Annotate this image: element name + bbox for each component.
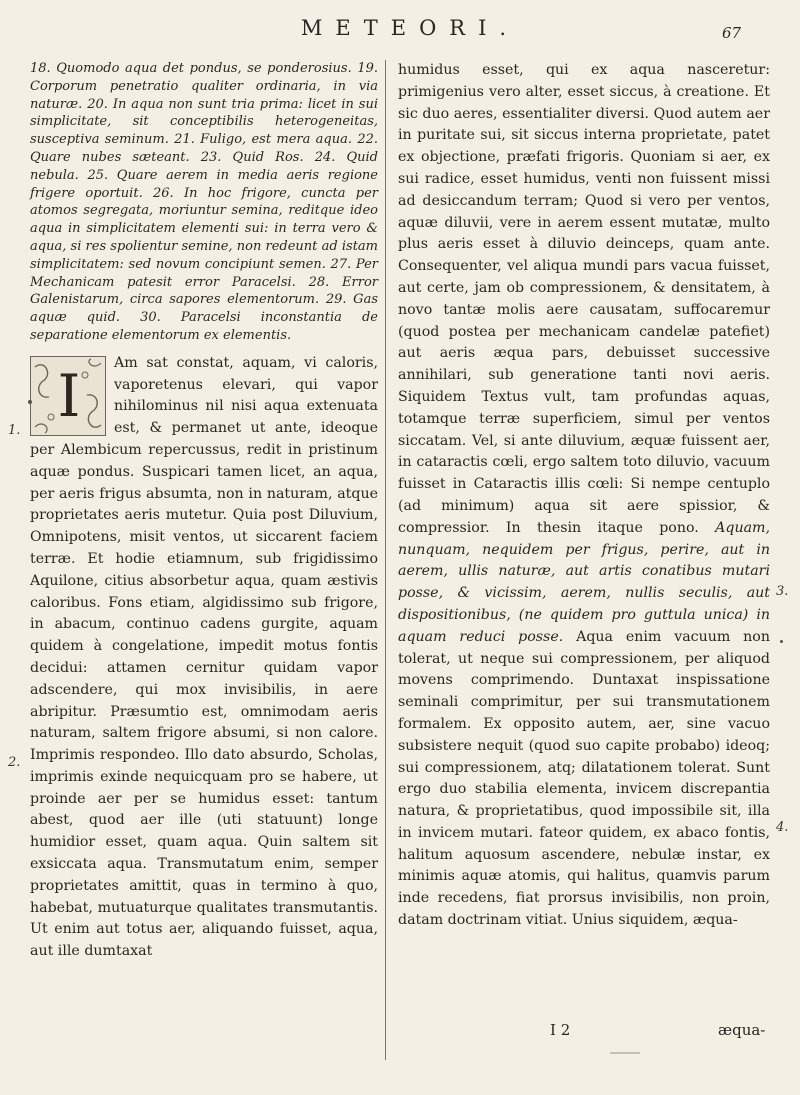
left-column: [30, 60, 378, 963]
paper-blemish: [610, 1052, 640, 1054]
left-body-paragraph: [30, 353, 378, 963]
right-body-text-continued: Aqua enim vacuum non tolerat, ut neque sui compressionem, per aliquod movens comprimendo. Duntaxat inspissatione seminali comprimitur, per sui transmutationem formalem. Ex opposito autem, aer, sine vacuo subsistere nequit (quod suo capite probabo) ideoq; sui compressionem, atq; dilatationem tolerat. Sunt ergo duo stabilia elementa, invicem discrepantia natura, & proprietatibus, quod impossibile sit, illa in invicem mutari. fateor quidem, ex abaco fontis, halitum aquosum ascendere, nebulæ instar, ex minimis aquæ atomis, qui halitus, quamvis parum inde recedens, fiat prorsus invisibilis, non proin, datam doctrinam vitiat. Unius siquidem, æqua-: [398, 628, 770, 929]
right-column: [398, 60, 770, 932]
right-body-paragraph: [398, 60, 770, 932]
margin-note-4: 4.: [776, 820, 789, 835]
column-divider: [385, 60, 386, 1060]
signature-mark: I 2: [550, 1021, 571, 1039]
margin-note-1: 1.: [8, 423, 21, 438]
left-body-text: Am sat constat, aquam, vi caloris, vaporetenus elevari, qui vapor nihilominus nil nisi aqua extenuata est, & permanet ut ante, ideoque per Alembicum repercussus, redit in pristinum aquæ pondus. Suspicari tamen licet, an aqua, per aeris frigus absumta, non in naturam, atque proprietates aeris mutetur. Quia post Diluvium, Omnipotens, misit ventos, ut siccarent faciem terræ. Et hodie etiamnum, sub frigidissimo Aquilone, citius absorbetur aqua, quam æstivis caloribus. Fons etiam, algidissimo sub frigore, in abacum, continuo cadens gurgite, aquam quidem à congelatione, impedit motus fontis decidui: attamen cernitur quidam vapor adscendere, qui mox invisibilis, in aere abripitur. Præsumtio est, omnimodam aeris naturam, saltem frigore absumi, si non calore. Imprimis respondeo. Illo dato absurdo, Scholas, imprimis exinde nequicquam pro se habere, ut proinde aer per se humidus esset: tantum abest, quod aer ille (uti statuunt) longe humidior esset, quam aqua. Quin saltem sit exsiccata aqua. Transmutatum enim, semper proprietates amittit, quas in termino à quo, habebat, mutuaturque qualitates transmutantis. Ut enim aut totus aer, aliquando fuisset, aqua, aut ille dumtaxat: [30, 354, 378, 960]
running-head-title: METEORI.: [300, 16, 520, 40]
drop-cap-letter: I: [57, 361, 81, 430]
margin-note-2: 2.: [8, 755, 21, 770]
ink-speck: [780, 640, 783, 643]
margin-note-3: 3.: [776, 584, 789, 599]
page-number: 67: [722, 24, 742, 42]
thesis-statement: Aquam, nunquam, nequidem per frigus, perire, aut in aerem, ullis naturæ, aut artis conatibus mutari posse, & vicissim, aerem, nullis seculis, aut dispositionibus, (ne quidem pro guttula unica) in aquam reduci posse.: [398, 519, 771, 645]
ink-speck: [28, 400, 32, 404]
catchword: æqua-: [718, 1021, 766, 1039]
chapter-summary: 18. Quomodo aqua det pondus, se ponderosius. 19. Corporum penetratio qualiter ordinaria, in via naturæ. 20. In aqua non sunt tria prima: licet in sui simplicitate, sit conceptibilis heterogeneitas, susceptiva seminum. 21. Fuligo, est mera aqua. 22. Quare nubes sæteant. 23. Quid Ros. 24. Quid nebula. 25. Quare aerem in media aeris regione frigere oportuit. 26. In hoc frigore, cuncta per atomos segregata, moriuntur semina, reditque ideo aqua in simplicitatem elementi sui: in terra vero & aqua, si res spolientur semine, non redeunt ad istam simplicitatem: sed novum concipiunt semen. 27. Per Mechanicam patesit error Paracelsi. 28. Error Galenistarum, circa sapores elementorum. 29. Gas aquæ quid. 30. Paracelsi inconstantia de separatione elementorum ex elementis.: [30, 61, 378, 343]
right-body-text: humidus esset, qui ex aqua nasceretur: primigenius vero alter, esset siccus, à creatione. Et sic duo aeres, essentialiter diversi. Quod autem aer in puritate sui, sit siccus interna proprietate, patet ex objectione, præfati frigoris. Quoniam si aer, ex sui radice, esset humidus, venti non fuissent missi ad desiccandum terram; Quod si vero per ventos, aquæ diluvii, vere in aerem essent mutatæ, multo plus aeris esset à diluvio deinceps, quam ante. Consequenter, vel aliqua mundi pars vacua fuisset, aut certe, jam ob compressionem, & densitatem, à novo tantæ molis aere causatam, suffocaremur (quod postea per mechanicam candelæ patefiet) aut aeris æqua pars, debuisset successive annihilari, sub generatione tanti novi aeris. Siquidem Textus vult, tam profundas aquas, totamque terræ superficiem, simul per ventos siccatam. Vel, si ante diluvium, æquæ fuissent aer, in cataractis cœli, ergo saltem toto diluvio, vacuum fuisset in Cataractis illis cœli: Si nempe centuplo (ad minimum) aqua sit aere spissior, & compressior. In thesin itaque pono.: [398, 62, 770, 536]
ornamental-initial: [30, 356, 106, 436]
